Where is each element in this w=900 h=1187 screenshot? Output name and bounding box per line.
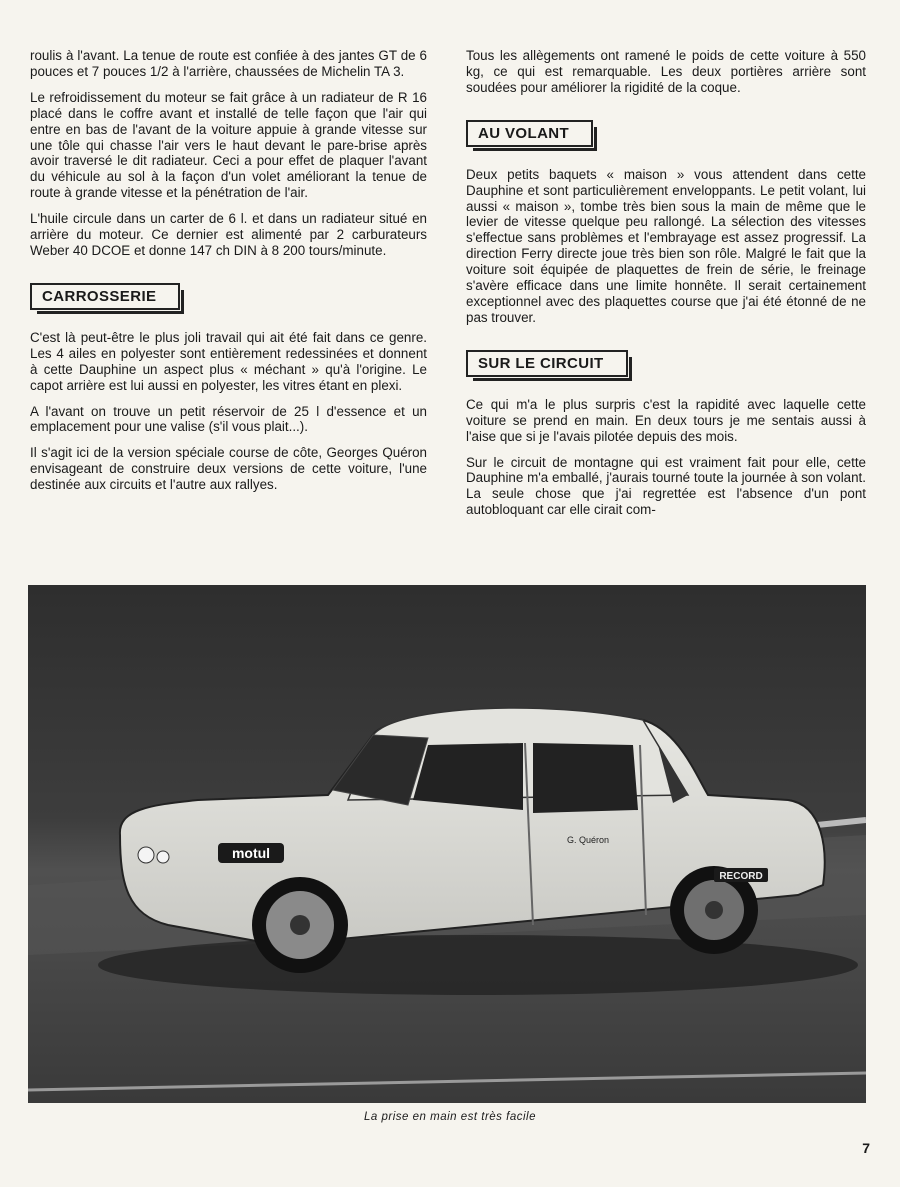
- record-decal: [714, 868, 768, 882]
- dauphine-race-car-illustration: [28, 585, 866, 1103]
- paragraph: Ce qui m'a le plus surpris c'est la rapidité avec laquelle cette voiture se prend en main. En deux tours je me sentais aussi à l'aise que si je l'avais pilotée depuis des mois.: [466, 396, 866, 444]
- paragraph: A l'avant on trouve un petit réservoir de 25 l d'essence et un emplacement pour une valise (s'il vous plait...).: [30, 403, 427, 435]
- paragraph: Tous les allègements ont ramené le poids de cette voiture à 550 kg, ce qui est remarquable. Les deux portières arrière sont soudées pour améliorer la rigidité de la coque.: [466, 48, 866, 95]
- section-heading-au-volant: AU VOLANT: [466, 120, 593, 147]
- paragraph: Deux petits baquets « maison » vous attendent dans cette Dauphine et sont particulièrement enveloppants. Le petit volant, lui aussi « maison », tombe très bien sous la main de même que le levier de vitesse quelque peu rallongé. La sélection des vitesses s'effectue sans problèmes et l'embrayage est assez progressif. La direction Ferry directe joue très bien son rôle. Malgré le fait que la voiture soit équipée de plaquettes de frein de série, le freinage s'avère efficace dans une limite honnête. Il serait certainement exceptionnel avec des plaquettes course que j'ai été étonné de ne pas trouver.: [466, 166, 866, 325]
- paragraph: Sur le circuit de montagne qui est vraiment fait pour elle, cette Dauphine m'a emballé, j'aurais tourné toute la journée à son volant. La seule chose que j'ai regrettée est l'absence d'un pont autobloquant car elle cirait com-: [466, 454, 866, 518]
- right-column: [466, 48, 866, 528]
- motul-decal: [218, 843, 284, 863]
- car-photo: [28, 585, 866, 1103]
- section-heading-sur-le-circuit: SUR LE CIRCUIT: [466, 350, 628, 377]
- paragraph: roulis à l'avant. La tenue de route est confiée à des jantes GT de 6 pouces et 7 pouces 1/2 à l'arrière, chaussées de Michelin TA 3.: [30, 48, 427, 79]
- left-column: [30, 48, 427, 503]
- section-heading-carrosserie: CARROSSERIE: [30, 283, 180, 310]
- motul-text: motul: [231, 845, 271, 861]
- paragraph: Le refroidissement du moteur se fait grâce à un radiateur de R 16 placé dans le coffre avant et installé de telle façon que l'air qui entre en bas de l'avant de la voiture appuie à grande vitesse sur une tôle qui chasse l'air vers le haut devant le pare-brise après avoir traversé le dit radiateur. Ceci a pour effet de plaquer l'avant du véhicule au sol à la façon d'un volet améliorant la tenue de route à grande vitesse et la pénétration de l'air.: [30, 89, 427, 201]
- paragraph: L'huile circule dans un carter de 6 l. et dans un radiateur situé en arrière du moteur. Ce dernier est alimenté par 2 carburateurs Weber 40 DCOE et donne 147 ch DIN à 8 200 tours/minute.: [30, 211, 427, 258]
- door-lettering: G. Quéron: [566, 835, 610, 845]
- paragraph: C'est là peut-être le plus joli travail qui ait été fait dans ce genre. Les 4 ailes en polyester sont entièrement redessinées et donnent à cette Dauphine un aspect plus « méchant » qu'à l'origine. Le capot arrière est lui aussi en polyester, les vitres étant en plexi.: [30, 329, 427, 393]
- record-text: RECORD: [719, 871, 763, 882]
- page-number: 7: [862, 1140, 870, 1156]
- paragraph: Il s'agit ici de la version spéciale course de côte, Georges Quéron envisageant de construire deux versions de cette voiture, l'une destinée aux circuits et l'autre aux rallyes.: [30, 445, 427, 493]
- photo-caption: La prise en main est très facile: [364, 1111, 536, 1123]
